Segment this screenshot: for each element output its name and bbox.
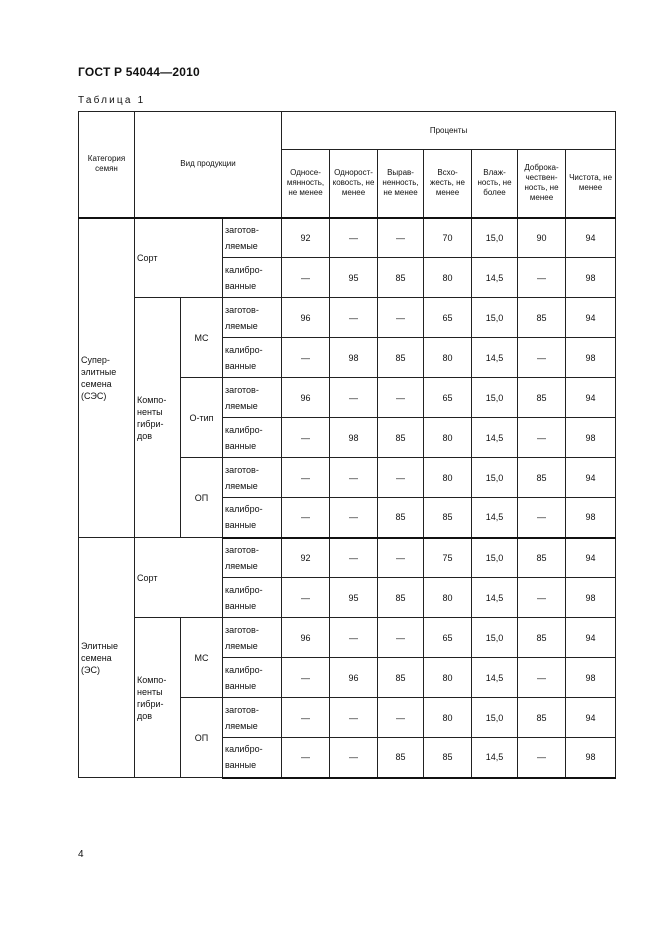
- value-cell: 80: [424, 458, 472, 498]
- value-cell: —: [330, 378, 378, 418]
- line-type: ОП: [181, 458, 223, 538]
- header-column: Чистота, не менее: [566, 150, 616, 218]
- value-cell: 96: [330, 658, 378, 698]
- hybrid-components: Компо-ненты гибри-дов: [135, 298, 181, 538]
- value-cell: 95: [330, 578, 378, 618]
- value-cell: 96: [282, 378, 330, 418]
- value-cell: —: [518, 418, 566, 458]
- value-cell: 92: [282, 538, 330, 578]
- product-subtype: калибро-ванные: [223, 738, 282, 778]
- value-cell: —: [282, 698, 330, 738]
- value-cell: 85: [378, 258, 424, 298]
- value-cell: 85: [378, 338, 424, 378]
- value-cell: 15,0: [472, 538, 518, 578]
- header-column: Однорост-ковость, не менее: [330, 150, 378, 218]
- value-cell: 80: [424, 658, 472, 698]
- product-subtype: заготов-ляемые: [223, 218, 282, 258]
- value-cell: 85: [518, 698, 566, 738]
- value-cell: 85: [424, 738, 472, 778]
- line-type: МС: [181, 298, 223, 378]
- value-cell: 70: [424, 218, 472, 258]
- value-cell: 98: [566, 498, 616, 538]
- table-row: [79, 298, 616, 338]
- table-row: [79, 618, 616, 658]
- table-row: [79, 538, 616, 578]
- product-subtype: калибро-ванные: [223, 498, 282, 538]
- seed-category: Элитные семена (ЭС): [79, 538, 135, 778]
- product-subtype: калибро-ванные: [223, 578, 282, 618]
- value-cell: 85: [424, 498, 472, 538]
- table-caption: Таблица 1: [78, 95, 146, 106]
- product-subtype: калибро-ванные: [223, 418, 282, 458]
- product-subtype: калибро-ванные: [223, 338, 282, 378]
- value-cell: 85: [378, 418, 424, 458]
- value-cell: 94: [566, 218, 616, 258]
- value-cell: 14,5: [472, 418, 518, 458]
- value-cell: 15,0: [472, 698, 518, 738]
- value-cell: 95: [330, 258, 378, 298]
- value-cell: 94: [566, 298, 616, 338]
- value-cell: 94: [566, 618, 616, 658]
- value-cell: —: [518, 738, 566, 778]
- data-table: [78, 111, 616, 779]
- value-cell: 94: [566, 698, 616, 738]
- header-percent: Проценты: [282, 112, 616, 150]
- value-cell: 98: [566, 258, 616, 298]
- value-cell: —: [518, 258, 566, 298]
- product-subtype: заготов-ляемые: [223, 298, 282, 338]
- value-cell: 14,5: [472, 578, 518, 618]
- value-cell: 94: [566, 458, 616, 498]
- value-cell: —: [330, 458, 378, 498]
- value-cell: —: [518, 578, 566, 618]
- product-sort: Сорт: [135, 538, 223, 618]
- value-cell: 15,0: [472, 378, 518, 418]
- header-product: Вид продукции: [135, 112, 282, 218]
- product-subtype: заготов-ляемые: [223, 698, 282, 738]
- header-column: Влаж-ность, не более: [472, 150, 518, 218]
- table-row: [79, 218, 616, 258]
- product-subtype: калибро-ванные: [223, 258, 282, 298]
- value-cell: —: [282, 458, 330, 498]
- table-body: [79, 218, 616, 778]
- header-column: Односе-мянность, не менее: [282, 150, 330, 218]
- value-cell: —: [518, 498, 566, 538]
- value-cell: —: [378, 218, 424, 258]
- value-cell: 94: [566, 378, 616, 418]
- value-cell: 98: [566, 658, 616, 698]
- value-cell: —: [330, 698, 378, 738]
- value-cell: 80: [424, 338, 472, 378]
- value-cell: 92: [282, 218, 330, 258]
- value-cell: 65: [424, 378, 472, 418]
- value-cell: 98: [566, 738, 616, 778]
- value-cell: 96: [282, 618, 330, 658]
- value-cell: 80: [424, 698, 472, 738]
- value-cell: —: [330, 538, 378, 578]
- page-number: 4: [78, 849, 84, 860]
- value-cell: 65: [424, 298, 472, 338]
- value-cell: 85: [378, 578, 424, 618]
- value-cell: 15,0: [472, 618, 518, 658]
- value-cell: —: [282, 338, 330, 378]
- value-cell: 15,0: [472, 458, 518, 498]
- value-cell: —: [518, 338, 566, 378]
- value-cell: 98: [330, 338, 378, 378]
- value-cell: 94: [566, 538, 616, 578]
- value-cell: 85: [518, 298, 566, 338]
- value-cell: 85: [518, 458, 566, 498]
- hybrid-components: Компо-ненты гибри-дов: [135, 618, 181, 778]
- value-cell: 14,5: [472, 338, 518, 378]
- value-cell: 85: [518, 618, 566, 658]
- value-cell: 15,0: [472, 298, 518, 338]
- value-cell: —: [330, 618, 378, 658]
- product-subtype: заготов-ляемые: [223, 458, 282, 498]
- value-cell: —: [330, 738, 378, 778]
- seed-category: Супер-элитные семена (СЭС): [79, 218, 135, 538]
- value-cell: 98: [566, 338, 616, 378]
- value-cell: —: [378, 698, 424, 738]
- value-cell: —: [378, 458, 424, 498]
- product-subtype: заготов-ляемые: [223, 378, 282, 418]
- value-cell: 80: [424, 258, 472, 298]
- value-cell: 14,5: [472, 738, 518, 778]
- product-sort: Сорт: [135, 218, 223, 298]
- value-cell: 14,5: [472, 498, 518, 538]
- header-column: Доброка-чествен-ность, не менее: [518, 150, 566, 218]
- document-title: ГОСТ Р 54044—2010: [78, 65, 200, 79]
- value-cell: —: [282, 658, 330, 698]
- value-cell: 85: [518, 538, 566, 578]
- value-cell: —: [282, 498, 330, 538]
- value-cell: 65: [424, 618, 472, 658]
- product-subtype: заготов-ляемые: [223, 618, 282, 658]
- value-cell: —: [378, 618, 424, 658]
- value-cell: —: [282, 738, 330, 778]
- header-column: Вырав-ненность, не менее: [378, 150, 424, 218]
- value-cell: 90: [518, 218, 566, 258]
- product-subtype: калибро-ванные: [223, 658, 282, 698]
- line-type: ОП: [181, 698, 223, 778]
- value-cell: 80: [424, 578, 472, 618]
- value-cell: 75: [424, 538, 472, 578]
- line-type: МС: [181, 618, 223, 698]
- value-cell: 98: [566, 418, 616, 458]
- value-cell: —: [378, 538, 424, 578]
- value-cell: 98: [566, 578, 616, 618]
- value-cell: 14,5: [472, 658, 518, 698]
- value-cell: —: [282, 258, 330, 298]
- value-cell: 85: [518, 378, 566, 418]
- value-cell: —: [378, 378, 424, 418]
- value-cell: —: [330, 498, 378, 538]
- header-column: Всхо-жесть, не менее: [424, 150, 472, 218]
- value-cell: 80: [424, 418, 472, 458]
- product-subtype: заготов-ляемые: [223, 538, 282, 578]
- value-cell: 96: [282, 298, 330, 338]
- value-cell: —: [330, 218, 378, 258]
- value-cell: —: [378, 298, 424, 338]
- value-cell: —: [282, 578, 330, 618]
- value-cell: 85: [378, 738, 424, 778]
- value-cell: —: [518, 658, 566, 698]
- value-cell: 85: [378, 658, 424, 698]
- line-type: О-тип: [181, 378, 223, 458]
- value-cell: —: [282, 418, 330, 458]
- value-cell: —: [330, 298, 378, 338]
- value-cell: 85: [378, 498, 424, 538]
- value-cell: 98: [330, 418, 378, 458]
- value-cell: 14,5: [472, 258, 518, 298]
- header-category: Категория семян: [79, 112, 135, 218]
- value-cell: 15,0: [472, 218, 518, 258]
